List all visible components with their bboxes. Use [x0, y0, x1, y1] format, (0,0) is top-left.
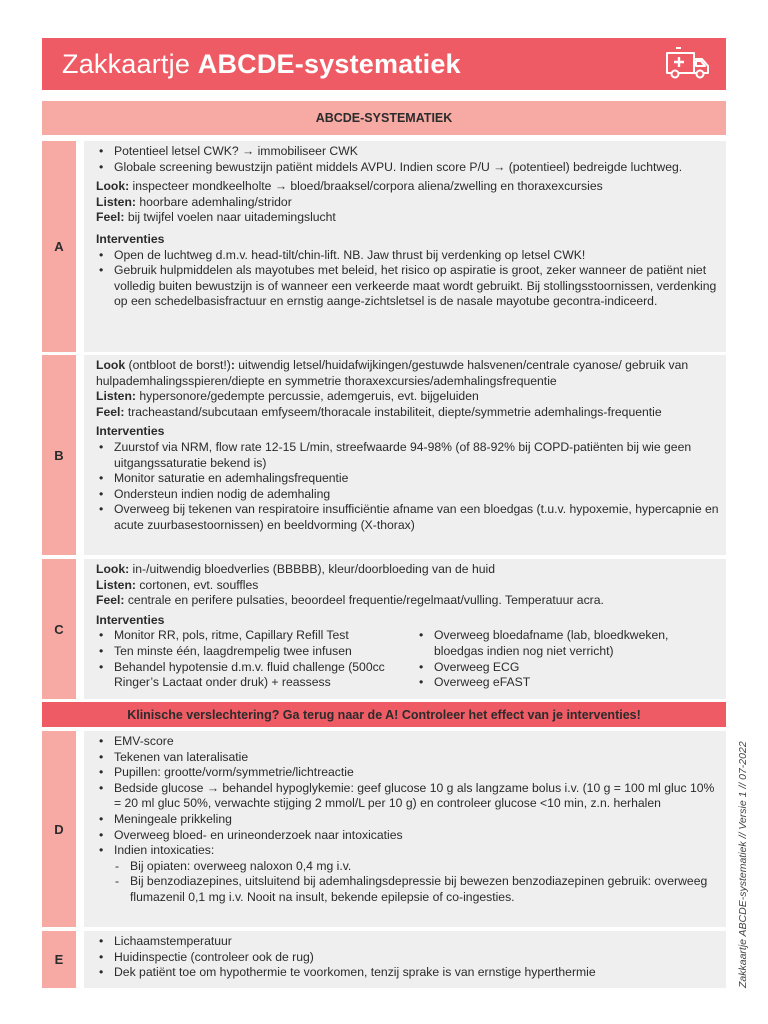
title-light: Zakkaartje [62, 48, 198, 79]
list-item: • Huidinspectie (controleer ook de rug) [96, 950, 720, 966]
section-title: ABCDE-SYSTEMATIEK [42, 101, 726, 135]
list-item: • Dek patiënt toe om hypothermie te voorkomen, tenzij sprake is van ernstige hyperthermie [96, 965, 720, 981]
list-item: • Indien intoxicaties: [96, 843, 720, 859]
page-title [62, 49, 461, 80]
list-item: • EMV-score [96, 734, 720, 750]
warning-banner [42, 702, 726, 727]
list-item: • Tekenen van lateralisatie [96, 750, 720, 766]
interventions-title: Interventies [96, 424, 165, 439]
row-b [42, 355, 726, 555]
letter-a: A [42, 141, 76, 352]
interventions-columns [96, 628, 720, 690]
look-line: Look (ontbloot de borst!): uitwendig letsel/huidafwijkingen/gestuwde halsvenen/centrale cyanose/ gebruik van hulpademhalingsspieren/diepte en symmetrie thoraxexcursies/ademhalingsfrequentie [96, 358, 689, 388]
list-item: • Zuurstof via NRM, flow rate 12-15 L/min, streefwaarde 94-98% (of 88-92% bij COPD-patiënten bij wie geen uitgangssaturatie bekend is) [96, 440, 720, 471]
row-c [42, 559, 726, 699]
feel-line: Feel: bij twijfel voelen naar uitademingslucht [96, 210, 336, 225]
list-item: • Open de luchtweg d.m.v. head-tilt/chin-lift. NB. Jaw thrust bij verdenking op letsel CWK! [96, 248, 720, 264]
letter-d: D [42, 731, 76, 927]
list-item: • Monitor RR, pols, ritme, Capillary Refill Test [96, 628, 416, 644]
content-d [84, 731, 726, 927]
row-d [42, 731, 726, 927]
content-a [84, 141, 726, 352]
listen-line: Listen: hypersonore/gedempte percussie, ademgeruis, evt. bijgeluiden [96, 389, 479, 404]
list-item: • Pupillen: grootte/vorm/symmetrie/lichtreactie [96, 765, 720, 781]
row-e [42, 931, 726, 988]
ambulance-icon [664, 47, 712, 81]
list-item: • Ondersteun indien nodig de ademhaling [96, 487, 720, 503]
list-item: - Bij opiaten: overweeg naloxon 0,4 mg i.v. [96, 859, 720, 875]
listen-line: Listen: cortonen, evt. souffles [96, 577, 259, 592]
feel-line: Feel: centrale en perifere pulsaties, beoordeel frequentie/regelmaat/vulling. Temperatuur acra. [96, 593, 604, 608]
list-item: • Monitor saturatie en ademhalingsfrequentie [96, 471, 720, 487]
letter-b: B [42, 355, 76, 555]
list-item: • Bedside glucose → behandel hypoglykemie: geef glucose 10 g als langzame bolus i.v. (10 g = 100 ml gluc 10% = 20 ml gluc 50%, verwachte stijging 2 mmol/L per 10 g) en controleer glucose <10 min, z.n. herhalen [96, 781, 720, 812]
letter-e: E [42, 931, 76, 988]
interventions-title: Interventies [96, 231, 165, 246]
list-item: • Overweeg ECG [416, 660, 720, 676]
content-b [84, 355, 726, 555]
list-item: - Bij benzodiazepines, uitsluitend bij ademhalingsdepressie bij bewezen benzodiazepinen gebruik: overweeg flumazenil 0,1 mg i.v. Nooit na insult, bekende epilepsie of co-ingesties. [96, 874, 720, 905]
content-e [84, 931, 726, 988]
list-item: • Overweeg bloed- en urineonderzoek naar intoxicaties [96, 828, 720, 844]
feel-line: Feel: tracheastand/subcutaan emfyseem/thoracale instabiliteit, diepte/symmetrie ademhalings-frequentie [96, 404, 662, 419]
look-line: Look: inspecteer mondkeelholte → bloed/braaksel/corpora aliena/zwelling en thoraxexcursies [96, 179, 603, 194]
list-item: • Lichaamstemperatuur [96, 934, 720, 950]
interventions-title: Interventies [96, 612, 165, 627]
list-item: • Overweeg bij tekenen van respiratoire insufficiëntie afname van een bloedgas (t.u.v. hypoxemie, hypercapnie en acute zuurbasestoornissen) en beeldvorming (X-thorax) [96, 502, 720, 533]
title-bold: ABCDE-systematiek [197, 48, 461, 79]
warning-text: Klinische verslechtering? Ga terug naar de A! Controleer het effect van je interventies! [127, 707, 641, 722]
list-item: • Behandel hypotensie d.m.v. fluid challenge (500cc Ringer’s Lactaat onder druk) + reassess [96, 660, 416, 691]
version-footer: Zakkaartje ABCDE-systematiek // Versie 1 // 07-2022 [737, 741, 749, 988]
page-header [42, 38, 726, 90]
list-item: • Ten minste één, laagdrempelig twee infusen [96, 644, 416, 660]
listen-line: Listen: hoorbare ademhaling/stridor [96, 194, 292, 209]
list-item: • Potentieel letsel CWK? → immobiliseer CWK [96, 144, 720, 160]
look-line: Look: in-/uitwendig bloedverlies (BBBBB), kleur/doorbloeding van de huid [96, 562, 496, 576]
row-a [42, 141, 726, 352]
list-item: • Gebruik hulpmiddelen als mayotubes met beleid, het risico op aspiratie is groot, zeker wanneer de patiënt niet volledig buiten bewustzijn is of wanneer een verkeerde maat wordt gebruikt. Bij stollingsstoornissen, verdenking op een schedelbasisfractuur en ernstig aange-zichtsletsel is de nasale mayotube gecontra-indiceerd. [96, 263, 720, 310]
list-item: • Overweeg bloedafname (lab, bloedkweken, bloedgas indien nog niet verricht) [416, 628, 720, 659]
list-item: • Meningeale prikkeling [96, 812, 720, 828]
list-item: • Globale screening bewustzijn patiënt middels AVPU. Indien score P/U → (potentieel) bedreigde luchtweg. [96, 160, 720, 176]
content-c [84, 559, 726, 699]
letter-c: C [42, 559, 76, 699]
list-item: • Overweeg eFAST [416, 675, 720, 691]
